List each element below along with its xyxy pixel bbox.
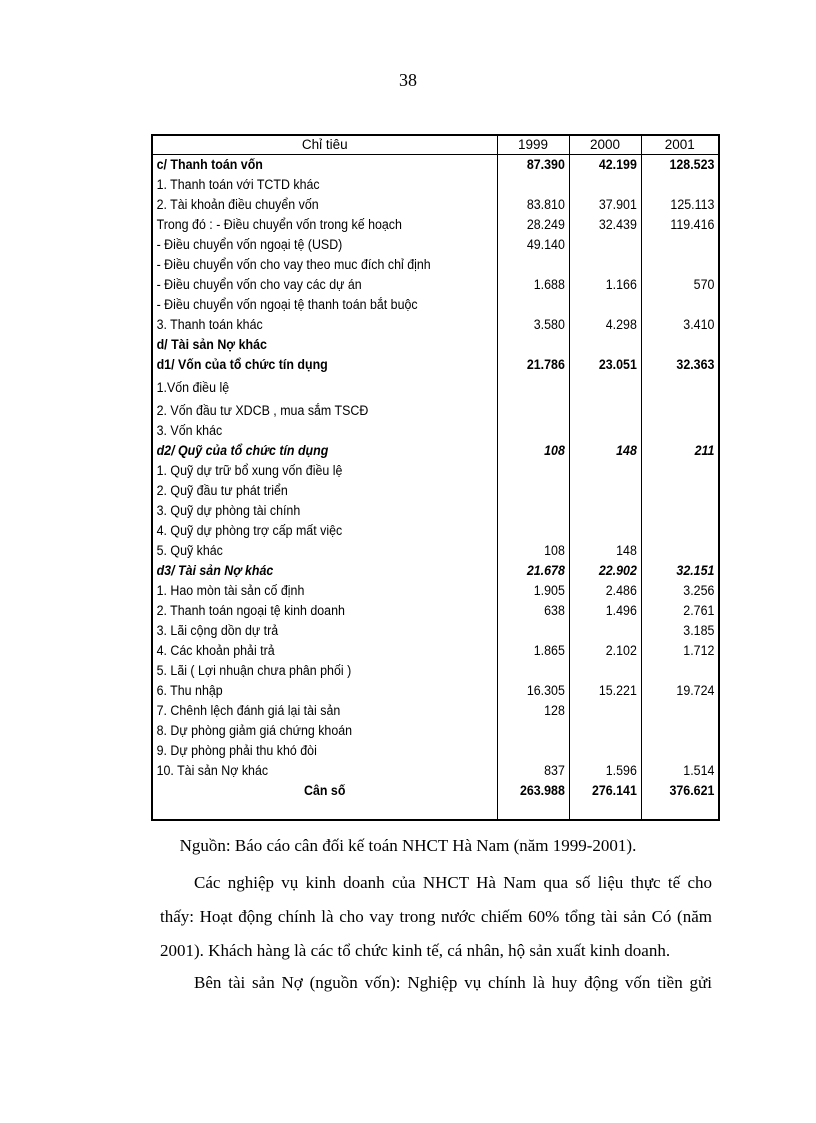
value-2001 bbox=[647, 335, 719, 355]
row-label: d1/ Vốn của tổ chức tín dụng bbox=[152, 355, 469, 375]
paragraph-1-line-3: 2001). Khách hàng là các tổ chức kinh tế, cá nhân, hộ sản xuất kinh doanh. bbox=[160, 941, 671, 960]
row-label: - Điều chuyển vốn cho vay theo muc đích chỉ định bbox=[152, 255, 469, 275]
row-label: 2. Thanh toán ngoại tệ kinh doanh bbox=[152, 601, 469, 621]
value-1999: 28.249 bbox=[503, 215, 569, 235]
value-2001: 32.151 bbox=[647, 561, 719, 581]
table-row bbox=[152, 295, 719, 315]
value-2000: 15.221 bbox=[575, 681, 641, 701]
row-label: 5. Lãi ( Lợi nhuận chưa phân phối ) bbox=[152, 661, 469, 681]
table-row bbox=[152, 461, 719, 481]
row-label: d2/ Quỹ của tổ chức tín dụng bbox=[152, 441, 469, 461]
paragraph-1-line-1: Các nghiệp vụ kinh doanh của NHCT Hà Nam qua số liệu thực tế cho bbox=[194, 873, 712, 892]
value-1999 bbox=[503, 501, 569, 521]
value-2000 bbox=[575, 481, 641, 501]
table-row bbox=[152, 421, 719, 441]
table-row bbox=[152, 315, 719, 335]
value-2001: 570 bbox=[647, 275, 719, 295]
table-row bbox=[152, 175, 719, 195]
row-label: Trong đó : - Điều chuyển vốn trong kế hoạch bbox=[152, 215, 469, 235]
value-2001: 128.523 bbox=[647, 155, 719, 176]
value-2000: 2.486 bbox=[575, 581, 641, 601]
value-2001 bbox=[647, 701, 719, 721]
value-1999: 1.865 bbox=[503, 641, 569, 661]
table-spacer-row bbox=[152, 801, 719, 820]
value-1999 bbox=[503, 621, 569, 641]
value-1999 bbox=[503, 295, 569, 315]
value-2001: 3.410 bbox=[647, 315, 719, 335]
row-label: 1. Hao mòn tài sản cố định bbox=[152, 581, 469, 601]
row-label: 4. Các khoản phải trả bbox=[152, 641, 469, 661]
value-2000 bbox=[575, 401, 641, 421]
value-2000 bbox=[575, 421, 641, 441]
value-2000: 37.901 bbox=[575, 195, 641, 215]
value-2000 bbox=[575, 335, 641, 355]
value-2000: 1.596 bbox=[575, 761, 641, 781]
value-1999: 108 bbox=[503, 541, 569, 561]
row-label: 1.Vốn điều lệ bbox=[152, 375, 469, 401]
value-1999: 87.390 bbox=[503, 155, 569, 176]
row-label: 4. Quỹ dự phòng trợ cấp mất việc bbox=[152, 521, 469, 541]
table-row bbox=[152, 721, 719, 741]
value-2000 bbox=[575, 501, 641, 521]
value-1999: 1.905 bbox=[503, 581, 569, 601]
value-2001 bbox=[647, 401, 719, 421]
value-1999 bbox=[503, 375, 569, 401]
value-2001: 3.256 bbox=[647, 581, 719, 601]
row-label: 3. Quỹ dự phòng tài chính bbox=[152, 501, 469, 521]
value-2001 bbox=[647, 661, 719, 681]
value-1999: 83.810 bbox=[503, 195, 569, 215]
row-label: - Điều chuyển vốn ngoại tệ (USD) bbox=[152, 235, 469, 255]
value-2000 bbox=[575, 701, 641, 721]
row-label: 2. Vốn đầu tư XDCB , mua sắm TSCĐ bbox=[152, 401, 469, 421]
value-2000: 4.298 bbox=[575, 315, 641, 335]
page-number: 38 bbox=[399, 70, 417, 90]
spacer-cell bbox=[497, 801, 563, 820]
spacer-cell bbox=[641, 801, 713, 820]
row-label: 2. Quỹ đầu tư phát triển bbox=[152, 481, 469, 501]
row-label: 2. Tài khoản điều chuyển vốn bbox=[152, 195, 469, 215]
value-2000 bbox=[575, 721, 641, 741]
table-row bbox=[152, 401, 719, 421]
value-2001 bbox=[647, 721, 719, 741]
value-1999 bbox=[503, 521, 569, 541]
value-2001: 119.416 bbox=[647, 215, 719, 235]
value-2000 bbox=[575, 741, 641, 761]
value-2001: 3.185 bbox=[647, 621, 719, 641]
balance-sheet-table bbox=[151, 134, 720, 821]
value-2001: 125.113 bbox=[647, 195, 719, 215]
row-label: 3. Vốn khác bbox=[152, 421, 469, 441]
value-2001: 211 bbox=[647, 441, 719, 461]
table-row bbox=[152, 255, 719, 275]
value-1999 bbox=[503, 335, 569, 355]
value-2001 bbox=[647, 521, 719, 541]
table-row bbox=[152, 501, 719, 521]
value-1999 bbox=[503, 255, 569, 275]
row-label: 3. Thanh toán khác bbox=[152, 315, 469, 335]
table-row bbox=[152, 441, 719, 461]
table-row bbox=[152, 781, 719, 801]
table-row bbox=[152, 641, 719, 661]
value-1999: 128 bbox=[503, 701, 569, 721]
table-row bbox=[152, 661, 719, 681]
value-2000: 42.199 bbox=[575, 155, 641, 176]
value-2000 bbox=[575, 521, 641, 541]
paragraph-2-line-1: Bên tài sản Nợ (nguồn vốn): Nghiệp vụ chính là huy động vốn tiền gửi bbox=[194, 973, 712, 992]
value-2001 bbox=[647, 541, 719, 561]
value-1999: 108 bbox=[503, 441, 569, 461]
value-2000: 148 bbox=[575, 441, 641, 461]
table-row bbox=[152, 681, 719, 701]
row-label: d/ Tài sản Nợ khác bbox=[152, 335, 469, 355]
table-body bbox=[152, 155, 719, 821]
table-row bbox=[152, 581, 719, 601]
value-1999 bbox=[503, 481, 569, 501]
row-label: 3. Lãi cộng dồn dự trả bbox=[152, 621, 469, 641]
value-2000: 1.496 bbox=[575, 601, 641, 621]
value-2000 bbox=[575, 235, 641, 255]
value-2001: 19.724 bbox=[647, 681, 719, 701]
value-2000 bbox=[575, 461, 641, 481]
value-2000 bbox=[575, 661, 641, 681]
value-2000: 1.166 bbox=[575, 275, 641, 295]
value-1999: 21.678 bbox=[503, 561, 569, 581]
table-row bbox=[152, 195, 719, 215]
value-2000: 22.902 bbox=[575, 561, 641, 581]
value-2000 bbox=[575, 255, 641, 275]
table-row bbox=[152, 521, 719, 541]
value-2001 bbox=[647, 175, 719, 195]
value-2000 bbox=[575, 295, 641, 315]
value-1999 bbox=[503, 421, 569, 441]
spacer-cell bbox=[569, 801, 635, 820]
value-2000 bbox=[575, 375, 641, 401]
value-1999 bbox=[503, 741, 569, 761]
table-row bbox=[152, 761, 719, 781]
table-row bbox=[152, 335, 719, 355]
source-note: Nguồn: Báo cáo cân đối kế toán NHCT Hà Nam (năm 1999-2001). bbox=[179, 836, 637, 855]
value-2001: 1.514 bbox=[647, 761, 719, 781]
row-label: c/ Thanh toán vốn bbox=[152, 155, 469, 176]
table-row bbox=[152, 355, 719, 375]
row-label: 10. Tài sản Nợ khác bbox=[152, 761, 469, 781]
table-row bbox=[152, 275, 719, 295]
value-1999: 263.988 bbox=[503, 781, 569, 801]
row-label: 9. Dự phòng phải thu khó đòi bbox=[152, 741, 469, 761]
value-2001 bbox=[647, 741, 719, 761]
value-2001 bbox=[647, 375, 719, 401]
value-2001 bbox=[647, 295, 719, 315]
value-2001 bbox=[647, 481, 719, 501]
spacer-cell bbox=[152, 801, 469, 820]
value-2000: 32.439 bbox=[575, 215, 641, 235]
row-label: d3/ Tài sản Nợ khác bbox=[152, 561, 469, 581]
table-row bbox=[152, 235, 719, 255]
table-row bbox=[152, 481, 719, 501]
row-label: 1. Quỹ dự trữ bổ xung vốn điều lệ bbox=[152, 461, 469, 481]
value-2000 bbox=[575, 621, 641, 641]
value-2001 bbox=[647, 255, 719, 275]
value-2000: 148 bbox=[575, 541, 641, 561]
value-2000: 276.141 bbox=[575, 781, 641, 801]
table-row bbox=[152, 215, 719, 235]
value-1999: 1.688 bbox=[503, 275, 569, 295]
value-1999: 49.140 bbox=[503, 235, 569, 255]
value-1999: 16.305 bbox=[503, 681, 569, 701]
value-1999 bbox=[503, 721, 569, 741]
header-2001: 2001 bbox=[641, 135, 719, 155]
value-2001 bbox=[647, 235, 719, 255]
paragraph-2 bbox=[160, 966, 712, 1000]
table-row bbox=[152, 701, 719, 721]
value-1999 bbox=[503, 461, 569, 481]
value-1999 bbox=[503, 661, 569, 681]
paragraph-1-line-2: thấy: Hoạt động chính là cho vay trong nước chiếm 60% tổng tài sản Có (năm bbox=[160, 907, 712, 926]
value-1999 bbox=[503, 175, 569, 195]
header-indicator: Chỉ tiêu bbox=[152, 135, 497, 155]
row-label: 1. Thanh toán với TCTD khác bbox=[152, 175, 469, 195]
value-2001: 376.621 bbox=[647, 781, 719, 801]
table-row bbox=[152, 561, 719, 581]
table-row bbox=[152, 541, 719, 561]
row-label: - Điều chuyển vốn cho vay các dự án bbox=[152, 275, 469, 295]
row-label: 8. Dự phòng giảm giá chứng khoán bbox=[152, 721, 469, 741]
value-1999: 638 bbox=[503, 601, 569, 621]
paragraph-1 bbox=[160, 866, 712, 968]
value-1999 bbox=[503, 401, 569, 421]
row-label: Cân số bbox=[166, 781, 483, 801]
value-2000: 23.051 bbox=[575, 355, 641, 375]
value-2001 bbox=[647, 501, 719, 521]
table-row bbox=[152, 155, 719, 176]
value-2001: 1.712 bbox=[647, 641, 719, 661]
row-label: 6. Thu nhập bbox=[152, 681, 469, 701]
row-label: - Điều chuyển vốn ngoại tệ thanh toán bắt buộc bbox=[152, 295, 469, 315]
row-label: 7. Chênh lệch đánh giá lại tài sản bbox=[152, 701, 469, 721]
value-2001: 2.761 bbox=[647, 601, 719, 621]
row-label: 5. Quỹ khác bbox=[152, 541, 469, 561]
value-2000: 2.102 bbox=[575, 641, 641, 661]
value-2001 bbox=[647, 461, 719, 481]
value-2001 bbox=[647, 421, 719, 441]
table-row bbox=[152, 375, 719, 401]
value-1999: 837 bbox=[503, 761, 569, 781]
table-header-row bbox=[152, 135, 719, 155]
header-2000: 2000 bbox=[569, 135, 641, 155]
table-row bbox=[152, 601, 719, 621]
value-2000 bbox=[575, 175, 641, 195]
value-1999: 21.786 bbox=[503, 355, 569, 375]
table-row bbox=[152, 741, 719, 761]
header-1999: 1999 bbox=[497, 135, 569, 155]
value-1999: 3.580 bbox=[503, 315, 569, 335]
table-row bbox=[152, 621, 719, 641]
value-2001: 32.363 bbox=[647, 355, 719, 375]
